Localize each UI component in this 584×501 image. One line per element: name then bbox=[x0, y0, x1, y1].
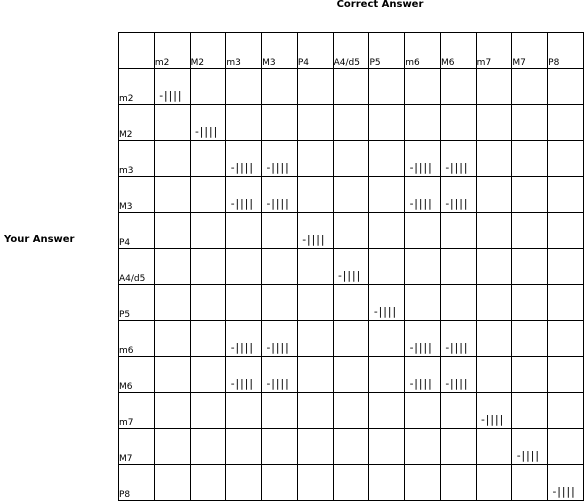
matrix-cell bbox=[548, 393, 584, 429]
matrix-cell bbox=[190, 177, 226, 213]
tally-mark: -|||| bbox=[265, 377, 289, 390]
row-header: P8 bbox=[119, 465, 155, 501]
matrix-cell bbox=[440, 429, 476, 465]
matrix-cell bbox=[369, 249, 405, 285]
matrix-cell bbox=[333, 213, 369, 249]
matrix-cell bbox=[226, 213, 262, 249]
matrix-row bbox=[119, 429, 584, 465]
matrix-cell bbox=[405, 105, 441, 141]
matrix-cell bbox=[226, 105, 262, 141]
row-header: m3 bbox=[119, 141, 155, 177]
matrix-cell bbox=[262, 105, 298, 141]
matrix-cell bbox=[297, 357, 333, 393]
matrix-cell bbox=[440, 69, 476, 105]
tally-mark: -|||| bbox=[229, 161, 253, 174]
tally-mark: -|||| bbox=[157, 89, 182, 102]
matrix-cell bbox=[226, 69, 262, 105]
tally-mark: -|||| bbox=[229, 341, 253, 354]
matrix-cell bbox=[226, 393, 262, 429]
matrix-row bbox=[119, 105, 584, 141]
matrix-row bbox=[119, 357, 584, 393]
matrix-cell bbox=[190, 249, 226, 285]
matrix-cell bbox=[333, 69, 369, 105]
matrix-cell bbox=[476, 141, 512, 177]
matrix-cell bbox=[262, 321, 298, 357]
tally-mark: -|||| bbox=[265, 197, 289, 210]
column-header: M2 bbox=[190, 33, 226, 69]
matrix-cell bbox=[476, 105, 512, 141]
matrix-cell bbox=[154, 357, 190, 393]
matrix-cell bbox=[154, 177, 190, 213]
row-header: P4 bbox=[119, 213, 155, 249]
matrix-cell bbox=[512, 285, 548, 321]
corner-cell bbox=[119, 33, 155, 69]
matrix-cell bbox=[333, 141, 369, 177]
matrix-cell bbox=[333, 285, 369, 321]
matrix-cell bbox=[333, 429, 369, 465]
matrix-cell bbox=[476, 177, 512, 213]
matrix-cell bbox=[512, 249, 548, 285]
matrix-cell bbox=[476, 357, 512, 393]
tally-mark: -|||| bbox=[479, 413, 503, 426]
matrix-cell bbox=[405, 69, 441, 105]
matrix-cell bbox=[190, 141, 226, 177]
matrix-cell bbox=[405, 429, 441, 465]
matrix-cell bbox=[262, 213, 298, 249]
matrix-cell bbox=[190, 69, 226, 105]
matrix-row bbox=[119, 141, 584, 177]
column-header: m2 bbox=[154, 33, 190, 69]
tally-mark: -|||| bbox=[265, 161, 289, 174]
matrix-cell bbox=[476, 249, 512, 285]
matrix-row bbox=[119, 393, 584, 429]
tally-mark: -|||| bbox=[229, 197, 253, 210]
matrix-cell bbox=[190, 285, 226, 321]
matrix-cell bbox=[262, 465, 298, 501]
matrix-cell bbox=[548, 321, 584, 357]
matrix-cell bbox=[512, 141, 548, 177]
matrix-cell bbox=[512, 177, 548, 213]
matrix-cell bbox=[405, 177, 441, 213]
matrix-cell bbox=[405, 249, 441, 285]
matrix-cell bbox=[262, 285, 298, 321]
matrix-cell bbox=[154, 285, 190, 321]
matrix-cell bbox=[190, 321, 226, 357]
tally-mark: -|||| bbox=[372, 305, 396, 318]
matrix-cell bbox=[476, 393, 512, 429]
matrix-cell bbox=[154, 141, 190, 177]
matrix-cell bbox=[154, 69, 190, 105]
matrix-row bbox=[119, 465, 584, 501]
matrix-cell bbox=[548, 177, 584, 213]
matrix-cell bbox=[297, 465, 333, 501]
matrix-cell bbox=[512, 213, 548, 249]
matrix-cell bbox=[226, 321, 262, 357]
correct-answer-axis-title: Correct Answer bbox=[336, 0, 424, 10]
matrix-cell bbox=[440, 213, 476, 249]
matrix-cell bbox=[262, 249, 298, 285]
matrix-cell bbox=[476, 429, 512, 465]
matrix-cell bbox=[333, 465, 369, 501]
matrix-cell bbox=[297, 177, 333, 213]
matrix-cell bbox=[226, 177, 262, 213]
matrix-cell bbox=[548, 429, 584, 465]
matrix-cell bbox=[154, 465, 190, 501]
matrix-cell bbox=[512, 105, 548, 141]
matrix-cell bbox=[262, 429, 298, 465]
matrix-cell bbox=[262, 393, 298, 429]
tally-mark: -|||| bbox=[408, 197, 432, 210]
row-header: M2 bbox=[119, 105, 155, 141]
row-header: P5 bbox=[119, 285, 155, 321]
matrix-cell bbox=[154, 321, 190, 357]
matrix-cell bbox=[297, 105, 333, 141]
row-header: M3 bbox=[119, 177, 155, 213]
matrix-cell bbox=[226, 357, 262, 393]
matrix-row bbox=[119, 177, 584, 213]
tally-mark: -|||| bbox=[443, 197, 468, 210]
matrix-cell bbox=[297, 285, 333, 321]
matrix-cell bbox=[154, 105, 190, 141]
matrix-cell bbox=[262, 141, 298, 177]
matrix-row bbox=[119, 249, 584, 285]
matrix-cell bbox=[369, 105, 405, 141]
matrix-cell bbox=[297, 141, 333, 177]
tally-mark: -|||| bbox=[229, 377, 253, 390]
column-header: m3 bbox=[226, 33, 262, 69]
matrix-cell bbox=[405, 393, 441, 429]
matrix-cell bbox=[226, 285, 262, 321]
matrix-cell bbox=[548, 249, 584, 285]
matrix-cell bbox=[512, 321, 548, 357]
tally-mark: -|||| bbox=[336, 269, 360, 282]
tally-mark: -|||| bbox=[443, 377, 468, 390]
matrix-cell bbox=[548, 213, 584, 249]
matrix-cell bbox=[405, 357, 441, 393]
matrix-cell bbox=[369, 285, 405, 321]
matrix-cell bbox=[190, 357, 226, 393]
row-header: A4/d5 bbox=[119, 249, 155, 285]
row-header: m7 bbox=[119, 393, 155, 429]
tally-mark: -|||| bbox=[551, 485, 575, 498]
matrix-cell bbox=[369, 69, 405, 105]
row-header: M6 bbox=[119, 357, 155, 393]
matrix-cell bbox=[440, 465, 476, 501]
tally-mark: -|||| bbox=[408, 341, 432, 354]
column-header: m6 bbox=[405, 33, 441, 69]
matrix-cell bbox=[226, 141, 262, 177]
matrix-cell bbox=[369, 429, 405, 465]
matrix-cell bbox=[476, 213, 512, 249]
matrix-cell bbox=[262, 177, 298, 213]
matrix-cell bbox=[369, 213, 405, 249]
matrix-cell bbox=[369, 141, 405, 177]
matrix-cell bbox=[190, 429, 226, 465]
matrix-cell bbox=[369, 321, 405, 357]
matrix-cell bbox=[369, 393, 405, 429]
matrix-cell bbox=[262, 69, 298, 105]
tally-mark: -|||| bbox=[300, 233, 324, 246]
matrix-row bbox=[119, 69, 584, 105]
matrix-cell bbox=[440, 393, 476, 429]
matrix-cell bbox=[226, 465, 262, 501]
matrix-cell bbox=[405, 141, 441, 177]
matrix-cell bbox=[476, 321, 512, 357]
matrix-cell bbox=[190, 213, 226, 249]
matrix-cell bbox=[369, 357, 405, 393]
matrix-cell bbox=[405, 285, 441, 321]
matrix-cell bbox=[297, 429, 333, 465]
row-header: m2 bbox=[119, 69, 155, 105]
row-header: M7 bbox=[119, 429, 155, 465]
matrix-cell bbox=[190, 105, 226, 141]
matrix-cell bbox=[333, 321, 369, 357]
matrix-cell bbox=[548, 69, 584, 105]
matrix-cell bbox=[190, 465, 226, 501]
matrix-cell bbox=[154, 429, 190, 465]
your-answer-axis-title: Your Answer bbox=[4, 234, 75, 245]
matrix-cell bbox=[512, 465, 548, 501]
column-header: M6 bbox=[440, 33, 476, 69]
interval-confusion-matrix bbox=[118, 32, 584, 501]
matrix-cell bbox=[154, 249, 190, 285]
matrix-cell bbox=[226, 249, 262, 285]
matrix-cell bbox=[512, 357, 548, 393]
column-header: M7 bbox=[512, 33, 548, 69]
matrix-row bbox=[119, 285, 584, 321]
matrix-cell bbox=[476, 465, 512, 501]
matrix-cell bbox=[548, 285, 584, 321]
column-header: m7 bbox=[476, 33, 512, 69]
matrix-cell bbox=[369, 465, 405, 501]
matrix-cell bbox=[512, 429, 548, 465]
matrix-cell bbox=[476, 285, 512, 321]
matrix-cell bbox=[405, 321, 441, 357]
matrix-cell bbox=[548, 357, 584, 393]
column-header: P5 bbox=[369, 33, 405, 69]
tally-mark: -|||| bbox=[408, 161, 432, 174]
matrix-cell bbox=[333, 177, 369, 213]
matrix-cell bbox=[297, 393, 333, 429]
matrix-cell bbox=[405, 465, 441, 501]
matrix-cell bbox=[440, 321, 476, 357]
matrix-cell bbox=[440, 249, 476, 285]
matrix-cell bbox=[333, 393, 369, 429]
matrix-cell bbox=[297, 249, 333, 285]
matrix-cell bbox=[548, 141, 584, 177]
matrix-cell bbox=[405, 213, 441, 249]
matrix-cell bbox=[190, 393, 226, 429]
matrix-cell bbox=[440, 285, 476, 321]
column-header: P8 bbox=[548, 33, 584, 69]
matrix-cell bbox=[297, 69, 333, 105]
column-header: M3 bbox=[262, 33, 298, 69]
matrix-cell bbox=[512, 393, 548, 429]
matrix-cell bbox=[154, 213, 190, 249]
matrix-cell bbox=[369, 177, 405, 213]
matrix-cell bbox=[333, 105, 369, 141]
tally-mark: -|||| bbox=[515, 449, 539, 462]
header-row bbox=[119, 33, 584, 69]
matrix-cell bbox=[440, 141, 476, 177]
matrix-cell bbox=[333, 357, 369, 393]
column-header: P4 bbox=[297, 33, 333, 69]
matrix-cell bbox=[440, 105, 476, 141]
matrix-cell bbox=[512, 69, 548, 105]
matrix-cell bbox=[154, 393, 190, 429]
matrix-cell bbox=[333, 249, 369, 285]
matrix-cell bbox=[297, 321, 333, 357]
tally-mark: -|||| bbox=[265, 341, 289, 354]
matrix-row bbox=[119, 213, 584, 249]
matrix-cell bbox=[297, 213, 333, 249]
matrix-row bbox=[119, 321, 584, 357]
tally-mark: -|||| bbox=[193, 125, 217, 138]
matrix-cell bbox=[476, 69, 512, 105]
matrix-cell bbox=[548, 105, 584, 141]
row-header: m6 bbox=[119, 321, 155, 357]
tally-mark: -|||| bbox=[408, 377, 432, 390]
matrix-cell bbox=[262, 357, 298, 393]
tally-mark: -|||| bbox=[443, 341, 468, 354]
matrix-cell bbox=[440, 177, 476, 213]
matrix-cell bbox=[548, 465, 584, 501]
column-header: A4/d5 bbox=[333, 33, 369, 69]
tally-mark: -|||| bbox=[443, 161, 468, 174]
matrix-cell bbox=[226, 429, 262, 465]
matrix-cell bbox=[440, 357, 476, 393]
